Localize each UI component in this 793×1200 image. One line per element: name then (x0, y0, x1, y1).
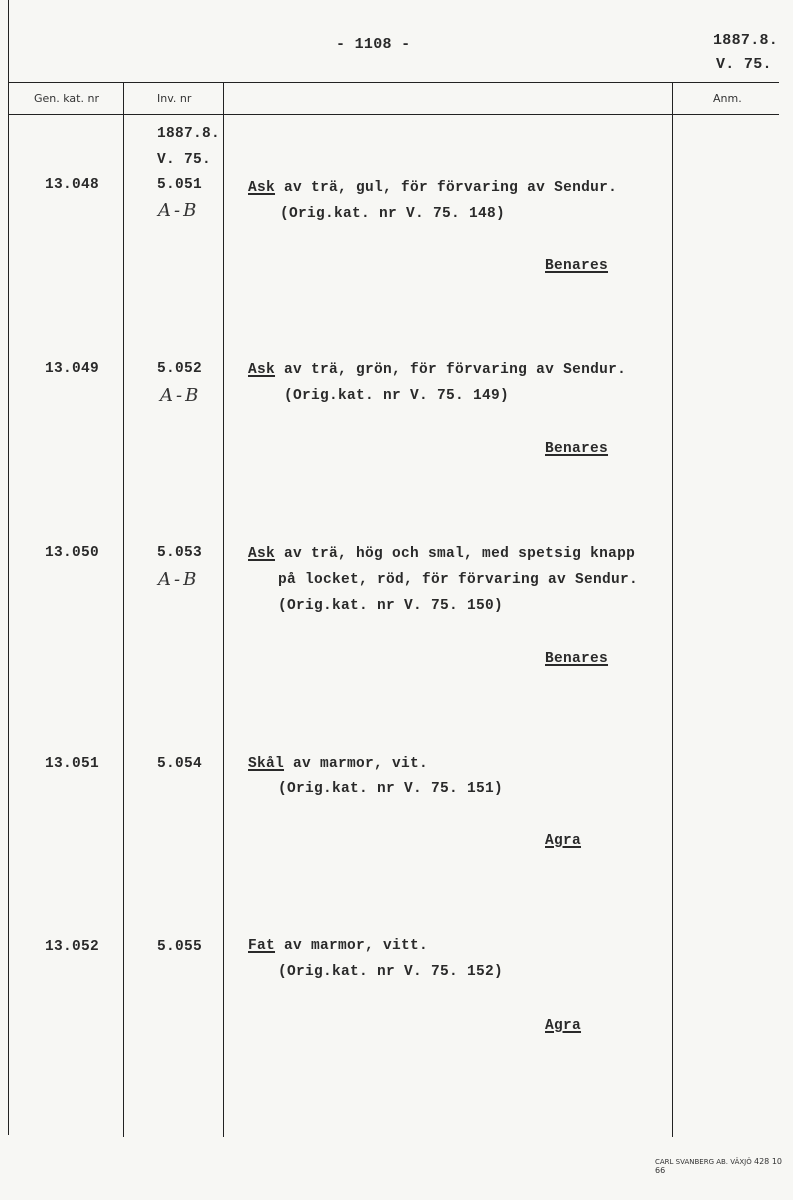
collection-ref-line2: V. 75. (157, 152, 212, 168)
entry-description-line: av trä, gul, för förvaring av Sendur. (284, 180, 618, 196)
entry-place-text: Agra (545, 833, 582, 849)
entry-inv-nr: 5.053 (157, 545, 203, 561)
entry-place (545, 833, 581, 849)
left-margin-line (8, 0, 9, 1135)
entry-place (545, 651, 608, 667)
entry-inv-note: A-B (158, 200, 200, 221)
entry-orig-kat: (Orig.kat. nr V. 75. 150) (278, 598, 504, 614)
entry-place-text: Benares (545, 651, 609, 667)
entry-gen-kat-nr: 13.050 (45, 545, 100, 561)
column-divider-inv (223, 82, 224, 1137)
printer-name: CARL SVANBERG AB. VÄXJÖ (655, 1158, 752, 1166)
entry-inv-nr: 5.052 (157, 361, 203, 377)
entry-gen-kat-nr: 13.048 (45, 177, 100, 193)
entry-place-text: Benares (545, 441, 609, 457)
entry-object: Skål (248, 756, 285, 772)
header-gen-kat-nr: Gen. kat. nr (34, 92, 99, 105)
entry-description-line: av trä, hög och smal, med spetsig knapp (284, 546, 636, 562)
entry-object: Ask (248, 362, 276, 378)
entry-place (545, 258, 608, 274)
entry-gen-kat-nr: 13.051 (45, 756, 100, 772)
entry-inv-note: A-B (160, 385, 202, 406)
entry-gen-kat-nr: 13.052 (45, 939, 100, 955)
entry-description (248, 362, 626, 378)
entry-description-line: på locket, röd, för förvaring av Sendur. (278, 572, 639, 588)
entry-inv-nr: 5.054 (157, 756, 203, 772)
entry-inv-note: A-B (158, 569, 200, 590)
entry-place (545, 441, 608, 457)
entry-description (248, 180, 617, 196)
corner-ref-line2: V. 75. (716, 56, 772, 73)
page-number: - 1108 - (336, 36, 411, 53)
entry-object: Ask (248, 546, 276, 562)
form-number: 428 10 66 (655, 1157, 782, 1175)
entry-place-text: Agra (545, 1018, 582, 1034)
column-divider-anm (672, 82, 673, 1137)
corner-ref-line1: 1887.8. (713, 32, 779, 49)
entry-description-line: av marmor, vit. (293, 756, 429, 772)
entry-description-line: av trä, grön, för förvaring av Sendur. (284, 362, 627, 378)
entry-place (545, 1018, 581, 1034)
header-inv-nr: Inv. nr (157, 92, 192, 105)
printer-footer (655, 1157, 793, 1175)
entry-inv-nr: 5.051 (157, 177, 203, 193)
collection-ref-line1: 1887.8. (157, 126, 221, 142)
entry-orig-kat: (Orig.kat. nr V. 75. 151) (278, 781, 504, 797)
entry-description (248, 546, 635, 562)
entry-description (248, 756, 428, 772)
entry-orig-kat: (Orig.kat. nr V. 75. 149) (284, 388, 510, 404)
entry-gen-kat-nr: 13.049 (45, 361, 100, 377)
entry-place-text: Benares (545, 258, 609, 274)
entry-object: Fat (248, 938, 276, 954)
column-divider-gen (123, 82, 124, 1137)
entry-orig-kat: (Orig.kat. nr V. 75. 152) (278, 964, 504, 980)
entry-description (248, 938, 428, 954)
entry-object: Ask (248, 180, 276, 196)
header-anm: Anm. (713, 92, 742, 105)
entry-orig-kat: (Orig.kat. nr V. 75. 148) (280, 206, 506, 222)
entry-inv-nr: 5.055 (157, 939, 203, 955)
entry-description-line: av marmor, vitt. (284, 938, 429, 954)
